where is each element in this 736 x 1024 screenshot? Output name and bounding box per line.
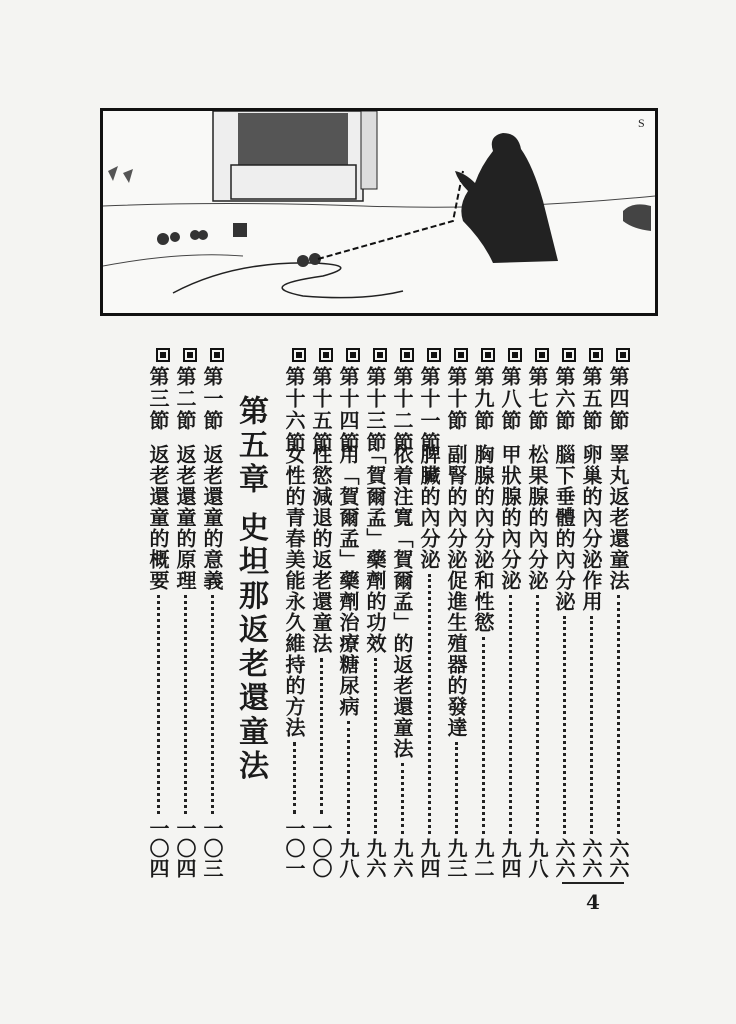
toc-entry	[146, 348, 170, 878]
section-page: 九六	[390, 838, 414, 878]
dot-leader	[347, 721, 350, 834]
dot-leader	[617, 595, 620, 834]
svg-text:S: S	[638, 116, 645, 130]
bullet-square-icon	[183, 348, 197, 362]
toc-entry	[282, 348, 306, 878]
toc-entry	[336, 348, 360, 878]
section-page: 一〇〇	[309, 818, 333, 878]
toc-entry	[417, 348, 441, 878]
section-page: 九三	[444, 838, 468, 878]
section-number: 第九節	[471, 366, 495, 432]
section-number: 第十四節	[336, 366, 360, 454]
dot-leader	[563, 616, 566, 834]
dot-leader	[320, 658, 323, 814]
bullet-square-icon	[454, 348, 468, 362]
section-title: 女性的青春美能永久維持的方法	[282, 444, 306, 738]
section-page: 六六	[606, 838, 630, 878]
section-number: 第一節	[200, 366, 224, 432]
dot-leader	[536, 595, 539, 834]
page-number: 4	[562, 882, 624, 914]
chapter-heading: 第五章 史坦那返老還童法	[233, 395, 268, 784]
section-page: 一〇四	[173, 818, 197, 878]
dot-leader	[509, 595, 512, 834]
dot-leader	[293, 742, 296, 814]
toc-entry	[471, 348, 495, 878]
toc-entry	[579, 348, 603, 878]
section-title: 性慾減退的返老還童法	[309, 444, 333, 654]
bullet-square-icon	[210, 348, 224, 362]
bullet-square-icon	[319, 348, 333, 362]
bullet-square-icon	[616, 348, 630, 362]
section-number: 第八節	[498, 366, 522, 432]
bullet-square-icon	[346, 348, 360, 362]
section-page: 九八	[525, 838, 549, 878]
section-title: 返老還童的原理	[173, 444, 197, 591]
section-title: 依着注寬「賀爾孟」的返老還童法	[390, 444, 414, 759]
section-page: 九二	[471, 838, 495, 878]
section-title: 卵巢的內分泌作用	[579, 444, 603, 612]
bullet-square-icon	[589, 348, 603, 362]
bullet-square-icon	[562, 348, 576, 362]
section-title: 返老還童的概要	[146, 444, 170, 591]
section-number: 第十三節	[363, 366, 387, 454]
section-title: 脾臟的內分泌	[417, 444, 441, 570]
section-number: 第十六節	[282, 366, 306, 454]
toc-entry	[498, 348, 522, 878]
dot-leader	[590, 616, 593, 834]
bullet-square-icon	[292, 348, 306, 362]
section-number: 第十一節	[417, 366, 441, 454]
toc-entry	[200, 348, 224, 878]
section-title: 副腎的內分泌促進生殖器的發達	[444, 444, 468, 738]
section-title: 返老還童的意義	[200, 444, 224, 591]
toc-entry	[363, 348, 387, 878]
section-page: 一〇三	[200, 818, 224, 878]
toc-entry	[606, 348, 630, 878]
toc-entry	[552, 348, 576, 878]
section-title: 腦下垂體的內分泌	[552, 444, 576, 612]
section-page: 六六	[579, 838, 603, 878]
section-number: 第十節	[444, 366, 468, 432]
section-number: 第七節	[525, 366, 549, 432]
section-title: 甲狀腺的內分泌	[498, 444, 522, 591]
section-title: 松果腺的內分泌	[525, 444, 549, 591]
section-page: 一〇四	[146, 818, 170, 878]
section-title: 用「賀爾孟」藥劑治療糖尿病	[336, 444, 360, 717]
toc-entry	[173, 348, 197, 878]
bullet-square-icon	[400, 348, 414, 362]
section-number: 第十五節	[309, 366, 333, 454]
dot-leader	[401, 763, 404, 834]
section-page: 六六	[552, 838, 576, 878]
toc-entry	[309, 348, 333, 878]
section-page: 九六	[363, 838, 387, 878]
section-number: 第十二節	[390, 366, 414, 454]
dot-leader	[428, 574, 431, 834]
dot-leader	[374, 658, 377, 834]
section-title: 胸腺的內分泌和性慾	[471, 444, 495, 633]
bullet-square-icon	[535, 348, 549, 362]
section-title: 睪丸返老還童法	[606, 444, 630, 591]
section-number: 第三節	[146, 366, 170, 432]
dot-leader	[184, 595, 187, 814]
bullet-square-icon	[373, 348, 387, 362]
dot-leader	[455, 742, 458, 834]
section-number: 第六節	[552, 366, 576, 432]
section-page: 九四	[417, 838, 441, 878]
bullet-square-icon	[427, 348, 441, 362]
section-number: 第四節	[606, 366, 630, 432]
section-page: 一〇一	[282, 818, 306, 878]
section-number: 第二節	[173, 366, 197, 432]
illustration-svg	[103, 111, 655, 313]
toc-entry	[444, 348, 468, 878]
bullet-square-icon	[481, 348, 495, 362]
illustration-woman-winding-thread	[100, 108, 658, 316]
section-page: 九八	[336, 838, 360, 878]
toc-entry	[525, 348, 549, 878]
toc-entry	[390, 348, 414, 878]
dot-leader	[211, 595, 214, 814]
bullet-square-icon	[156, 348, 170, 362]
dot-leader	[157, 595, 160, 814]
dot-leader	[482, 637, 485, 834]
section-title: 「賀爾孟」藥劑的功效	[363, 444, 387, 654]
bullet-square-icon	[508, 348, 522, 362]
section-page: 九四	[498, 838, 522, 878]
section-number: 第五節	[579, 366, 603, 432]
